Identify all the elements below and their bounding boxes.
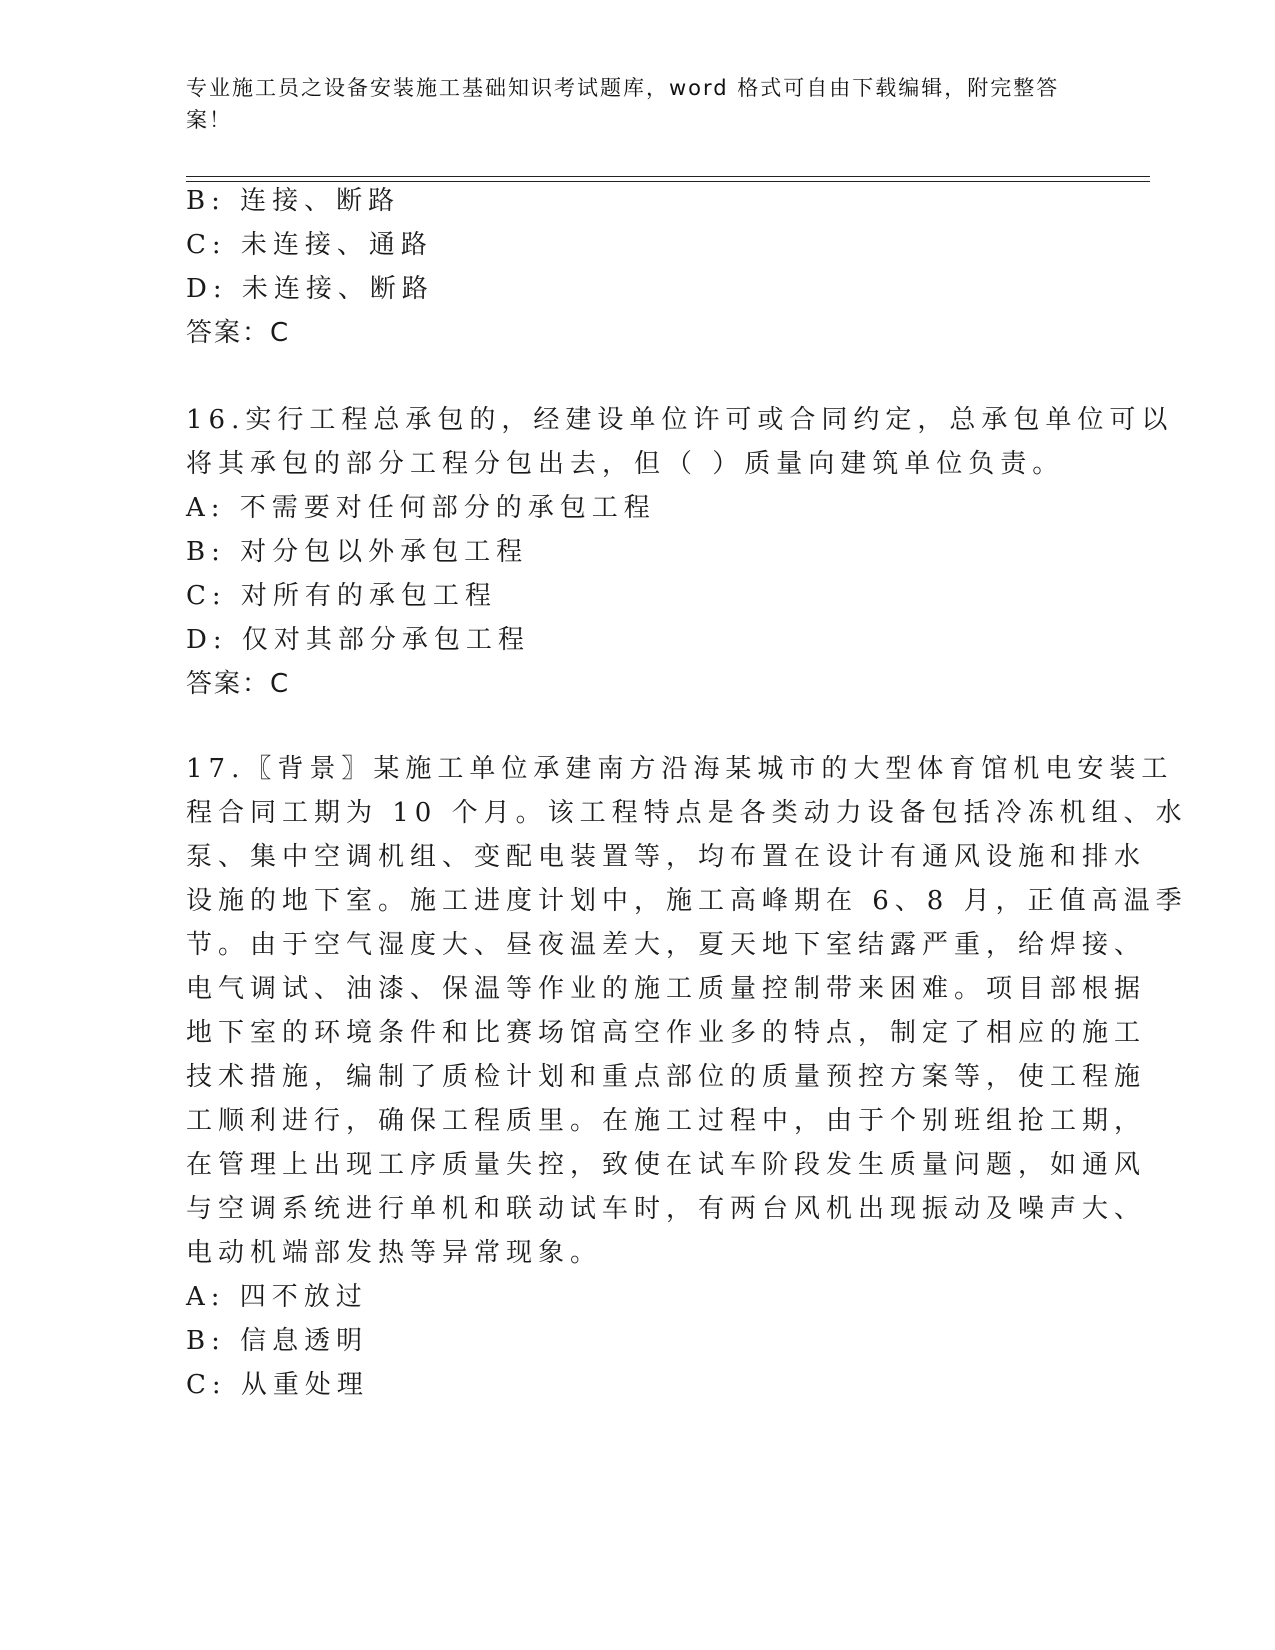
q17-stem-line-8: 技术措施，编制了质检计划和重点部位的质量预控方案等，使工程施: [186, 1062, 1147, 1092]
q16-stem-line-1: 16.实行工程总承包的，经建设单位许可或合同约定，总承包单位可以: [186, 405, 1174, 435]
q15-option-d: D: 未连接、断路: [186, 274, 434, 304]
q17-stem-line-11: 与空调系统进行单机和联动试车时，有两台风机出现振动及噪声大、: [186, 1194, 1147, 1224]
q17-stem-line-3: 泵、集中空调机组、变配电装置等，均布置在设计有通风设施和排水: [186, 842, 1147, 872]
q17-option-c: C: 从重处理: [186, 1370, 369, 1400]
q17-stem-line-6: 电气调试、油漆、保温等作业的施工质量控制带来困难。项目部根据: [186, 974, 1147, 1004]
q15-option-b: B: 连接、断路: [186, 186, 401, 216]
q17-stem-line-5: 节。由于空气湿度大、昼夜温差大，夏天地下室结露严重，给焊接、: [186, 930, 1147, 960]
q17-option-b: B: 信息透明: [186, 1326, 369, 1356]
q17-option-a: A: 四不放过: [186, 1282, 368, 1312]
q16-stem-line-2: 将其承包的部分工程分包出去，但（ ）质量向建筑单位负责。: [186, 449, 1065, 479]
q17-stem-line-12: 电动机端部发热等异常现象。: [186, 1238, 603, 1268]
q16-option-d: D: 仅对其部分承包工程: [186, 625, 530, 655]
document-header: 专业施工员之设备安装施工基础知识考试题库，word 格式可自由下载编辑，附完整答案！: [186, 76, 1060, 132]
q16-answer: 答案：C: [186, 669, 291, 699]
q17-stem-line-1: 17.〖背景〗某施工单位承建南方沿海某城市的大型体育馆机电安装工: [186, 754, 1174, 784]
q16-option-c: C: 对所有的承包工程: [186, 581, 497, 611]
q16-option-b: B: 对分包以外承包工程: [186, 537, 529, 567]
q16-option-a: A: 不需要对任何部分的承包工程: [186, 493, 656, 523]
q17-stem-line-4: 设施的地下室。施工进度计划中，施工高峰期在 6、8 月，正值高温季: [186, 886, 1188, 916]
q17-stem-line-10: 在管理上出现工序质量失控，致使在试车阶段发生质量问题，如通风: [186, 1150, 1147, 1180]
q15-answer: 答案：C: [186, 318, 291, 348]
header-divider-top: [186, 176, 1150, 177]
q15-option-c: C: 未连接、通路: [186, 230, 433, 260]
q17-stem-line-7: 地下室的环境条件和比赛场馆高空作业多的特点，制定了相应的施工: [186, 1018, 1147, 1048]
q17-stem-line-2: 程合同工期为 10 个月。该工程特点是各类动力设备包括冷冻机组、水: [186, 798, 1188, 828]
q17-stem-line-9: 工顺利进行，确保工程质里。在施工过程中，由于个别班组抢工期，: [186, 1106, 1147, 1136]
